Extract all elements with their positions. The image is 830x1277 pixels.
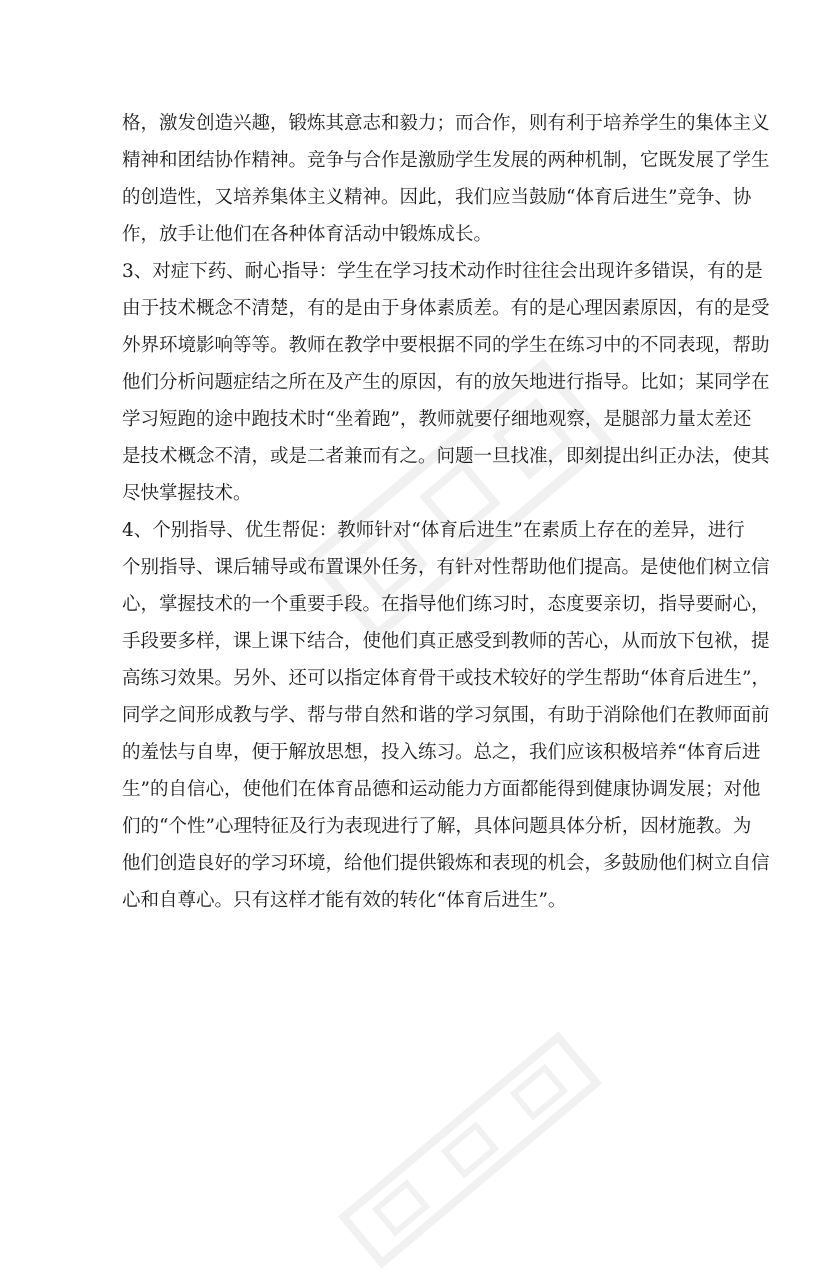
paragraph-section-3 bbox=[122, 253, 770, 512]
text-line: 学习短跑的途中跑技术时“坐着跑”，教师就要仔细地观察，是腿部力量太差还 bbox=[122, 409, 752, 430]
text-line: 是技术概念不清，或是二者兼而有之。问题一旦找准，即刻提出纠正办法，使其 bbox=[122, 446, 770, 467]
text-line: 他们创造良好的学习环境，给他们提供锻炼和表现的机会，多鼓励他们树立自信 bbox=[122, 853, 770, 874]
text-line: 他们分析问题症结之所在及产生的原因，有的放矢地进行指导。比如；某同学在 bbox=[122, 372, 770, 393]
document-body bbox=[122, 105, 770, 919]
text-line: 格，激发创造兴趣，锻炼其意志和毅力；而合作，则有利于培养学生的集体主义 bbox=[122, 113, 770, 134]
text-line: 3、对症下药、耐心指导：学生在学习技术动作时往往会出现许多错误，有的是 bbox=[122, 261, 763, 282]
paragraph-section-4 bbox=[122, 512, 770, 919]
text-line: 生”的自信心，使他们在体育品德和运动能力方面都能得到健康协调发展；对他 bbox=[122, 779, 761, 800]
text-line: 们的“个性”心理特征及行为表现进行了解，具体问题具体分析，因材施教。为 bbox=[122, 816, 752, 837]
text-line: 心，掌握技术的一个重要手段。在指导他们练习时，态度要亲切，指导要耐心， bbox=[122, 594, 770, 615]
text-line: 同学之间形成教与学、帮与带自然和谐的学习氛围，有助于消除他们在教师面前 bbox=[122, 705, 770, 726]
text-line: 作，放手让他们在各种体育活动中锻炼成长。 bbox=[122, 224, 493, 245]
text-line: 4、个别指导、优生帮促：教师针对“体育后进生”在素质上存在的差异，进行 bbox=[122, 520, 745, 541]
watermark-logo-bottom-icon bbox=[329, 1023, 610, 1277]
paragraph-competition-cooperation bbox=[122, 105, 770, 253]
text-line: 心和自尊心。只有这样才能有效的转化“体育后进生”。 bbox=[122, 890, 567, 911]
text-line: 高练习效果。另外、还可以指定体育骨干或技术较好的学生帮助“体育后进生”， bbox=[122, 668, 770, 689]
text-line: 尽快掌握技术。 bbox=[122, 483, 252, 504]
text-line: 手段要多样，课上课下结合，使他们真正感受到教师的苦心，从而放下包袱，提 bbox=[122, 631, 770, 652]
text-line: 个别指导、课后辅导或布置课外任务，有针对性帮助他们提高。是使他们树立信 bbox=[122, 557, 770, 578]
text-line: 的创造性，又培养集体主义精神。因此，我们应当鼓励“体育后进生”竞争、协 bbox=[122, 187, 752, 208]
text-line: 精神和团结协作精神。竞争与合作是激励学生发展的两种机制，它既发展了学生 bbox=[122, 150, 770, 171]
text-line: 由于技术概念不清楚，有的是由于身体素质差。有的是心理因素原因，有的是受 bbox=[122, 298, 770, 319]
text-line: 的羞怯与自卑，便于解放思想，投入练习。总之，我们应该积极培养“体育后进 bbox=[122, 742, 761, 763]
text-line: 外界环境影响等等。教师在教学中要根据不同的学生在练习中的不同表现，帮助 bbox=[122, 335, 770, 356]
